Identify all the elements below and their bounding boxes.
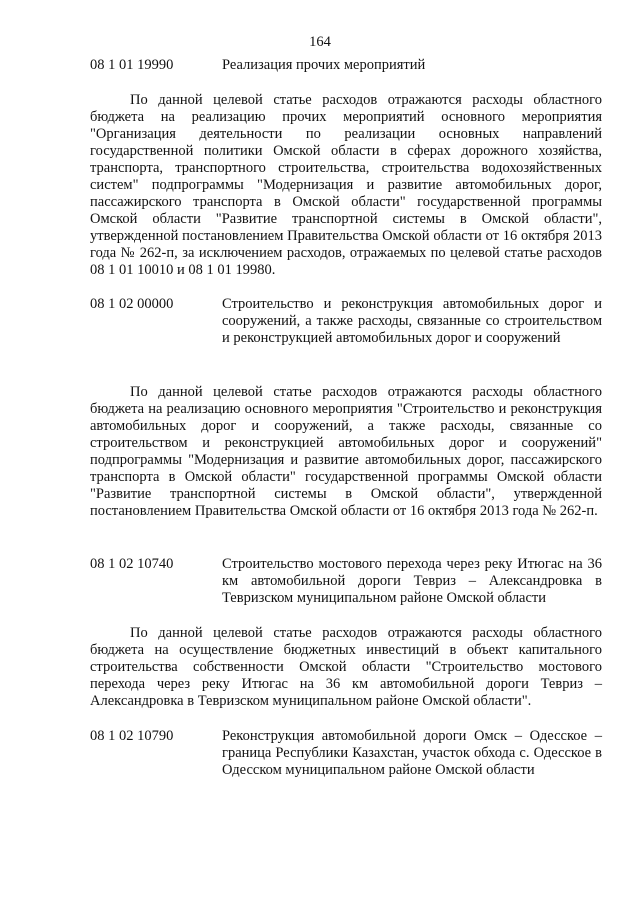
entry-header [90,556,602,607]
entry-title: Реализация прочих мероприятий [222,57,426,73]
page-number: 164 [309,34,331,50]
budget-entry [90,728,602,779]
entry-code: 08 1 02 10790 [90,728,174,744]
budget-entry [90,57,602,74]
entry-code: 08 1 01 19990 [90,57,174,73]
entry-description: По данной целевой статье расходов отражаются расходы областного бюджета на реализацию основного мероприятия "Строительство и реконструкция автомобильных дорог и сооружений, а также расходы, связанные со строительством и реконструкцией автомобильных дорог и сооружений" подпрограммы "Модернизация и развитие автомобильных дорог, пассажирского транспорта в Омской области" государственной программы Омской области "Развитие транспортной системы в Омской области", утвержденной постановлением Правительства Омской области от 16 октября 2013 года № 262-п. [90,384,602,519]
entry-title: Строительство и реконструкция автомобильных дорог и сооружений, а также расходы, связанные со строительством и реконструкцией автомобильных дорог и сооружений [222,296,602,346]
entry-header [90,296,602,347]
entry-title: Строительство мостового перехода через реку Итюгас на 36 км автомобильной дороги Тевриз – Александровка в Тевризском муниципальном районе Омской области [222,556,602,606]
entry-header [90,728,602,779]
entry-description: По данной целевой статье расходов отражаются расходы областного бюджета на осуществление бюджетных инвестиций в объект капитального строительства собственности Омской области "Строительство мостового перехода через реку Итюгас на 36 км автомобильной дороги Тевриз – Александровка в Тевризском муниципальном районе Омской области". [90,625,602,709]
entry-header [90,57,602,74]
entry-code: 08 1 02 00000 [90,296,174,312]
entry-title: Реконструкция автомобильной дороги Омск – Одесское – граница Республики Казахстан, участок обхода с. Одесское в Одесском муниципальном районе Омской области [222,728,602,778]
budget-entry [90,296,602,347]
entry-description: По данной целевой статье расходов отражаются расходы областного бюджета на реализацию прочих мероприятий основного мероприятия "Организация деятельности по реализации основных направлений государственной политики Омской области в сферах дорожного хозяйства, транспорта, транспортного строительства, строительства водохозяйственных систем" подпрограммы "Модернизация и развитие автомобильных дорог, пассажирского транспорта в Омской области" государственной программы Омской области "Развитие транспортной системы в Омской области", утвержденной постановлением Правительства Омской области от 16 октября 2013 года № 262-п, за исключением расходов, отражаемых по целевой статье расходов 08 1 01 10010 и 08 1 01 19980. [90,92,602,278]
entry-code: 08 1 02 10740 [90,556,174,572]
budget-entry [90,556,602,607]
